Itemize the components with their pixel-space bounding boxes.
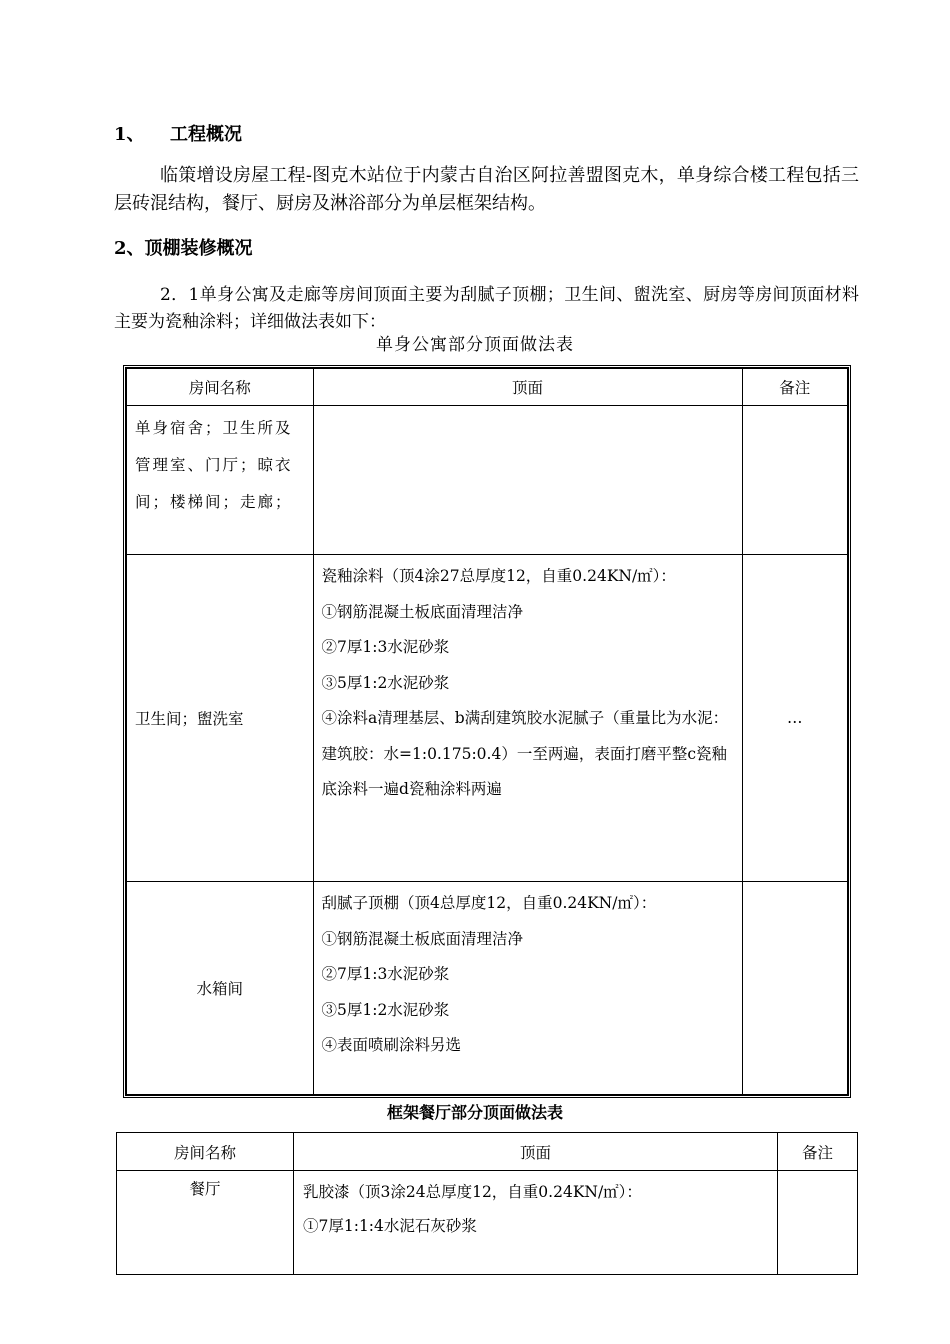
- note-cell: [742, 406, 848, 555]
- room-cell: 卫生间；盥洗室: [126, 555, 313, 882]
- table1-caption: 单身公寓部分顶面做法表: [376, 335, 574, 355]
- ceiling-line: ①钢筋混凝土板底面清理洁净: [321, 929, 524, 948]
- table1-header-row: [126, 368, 848, 406]
- ceiling-line: ①7厚1:1:4水泥石灰砂浆: [303, 1217, 477, 1235]
- note-cell: [742, 882, 848, 1095]
- table1-header-ceiling: 顶面: [313, 368, 742, 406]
- table-row: [126, 882, 848, 1095]
- room-cell: 水箱间: [126, 882, 313, 1095]
- table2-caption: 框架餐厅部分顶面做法表: [386, 1103, 563, 1122]
- section1-title: 工程概况: [170, 124, 242, 145]
- ceiling-line: ③5厚1:2水泥砂浆: [321, 1000, 450, 1019]
- ceiling-cell: [313, 555, 742, 882]
- table2-header-ceiling: 顶面: [294, 1133, 778, 1171]
- table-row: [117, 1171, 858, 1275]
- ceiling-line: ③5厚1:2水泥砂浆: [321, 673, 450, 692]
- ceiling-line: 瓷釉涂料（顶4涂27总厚度12，自重0.24KN/㎡）：: [321, 567, 676, 585]
- section1-paragraph: 临策增设房屋工程-图克木站位于内蒙古自治区阿拉善盟图克木，单身综合楼工程包括三层砖混结构，餐厅、厨房及淋浴部分为单层框架结构。: [114, 165, 859, 214]
- ceiling-cell: [313, 406, 742, 555]
- ceiling-line: ④涂料a清理基层、b满刮建筑胶水泥腻子（重量比为水泥：建筑胶：水=1:0.175:0.4）一至两遍，表面打磨平整c瓷釉底涂料一遍d瓷釉涂料两遍: [321, 709, 729, 798]
- ceiling-cell: [313, 882, 742, 1095]
- section2-paragraph: 2．1单身公寓及走廊等房间顶面主要为刮腻子顶棚；卫生间、盥洗室、厨房等房间顶面材料主要为瓷釉涂料；详细做法表如下：: [114, 285, 859, 332]
- ceiling-line: ④表面喷刷涂料另选: [321, 1036, 462, 1054]
- table-row: [126, 555, 848, 882]
- table2-header-row: [117, 1133, 858, 1171]
- room-cell: 餐厅: [117, 1171, 294, 1275]
- ceiling-line: 刮腻子顶棚（顶4总厚度12，自重0.24KN/㎡）：: [321, 894, 657, 912]
- ceiling-line: ②7厚1:3水泥砂浆: [321, 638, 450, 656]
- table1-header-note: 备注: [742, 368, 848, 406]
- note-cell: [778, 1171, 858, 1275]
- table2: [116, 1132, 858, 1275]
- table2-header-room: 房间名称: [117, 1133, 294, 1171]
- section1-heading: [114, 120, 242, 146]
- ceiling-line: 乳胶漆（顶3涂24总厚度12，自重0.24KN/㎡）：: [303, 1183, 642, 1201]
- section2-heading: 2、顶棚装修概况: [114, 238, 253, 259]
- table-row: [126, 406, 848, 555]
- section1-number: 1、: [114, 124, 145, 145]
- table2-header-note: 备注: [778, 1133, 858, 1171]
- table1: [125, 367, 849, 1096]
- room-cell: 单身宿舍；卫生所及管理室、门厅；晾衣间；楼梯间；走廊；: [126, 406, 313, 555]
- ceiling-line: ②7厚1:3水泥砂浆: [321, 965, 450, 983]
- ceiling-cell: [294, 1171, 778, 1275]
- note-cell: …: [742, 555, 848, 882]
- ceiling-line: ①钢筋混凝土板底面清理洁净: [321, 602, 524, 621]
- table1-header-room: 房间名称: [126, 368, 313, 406]
